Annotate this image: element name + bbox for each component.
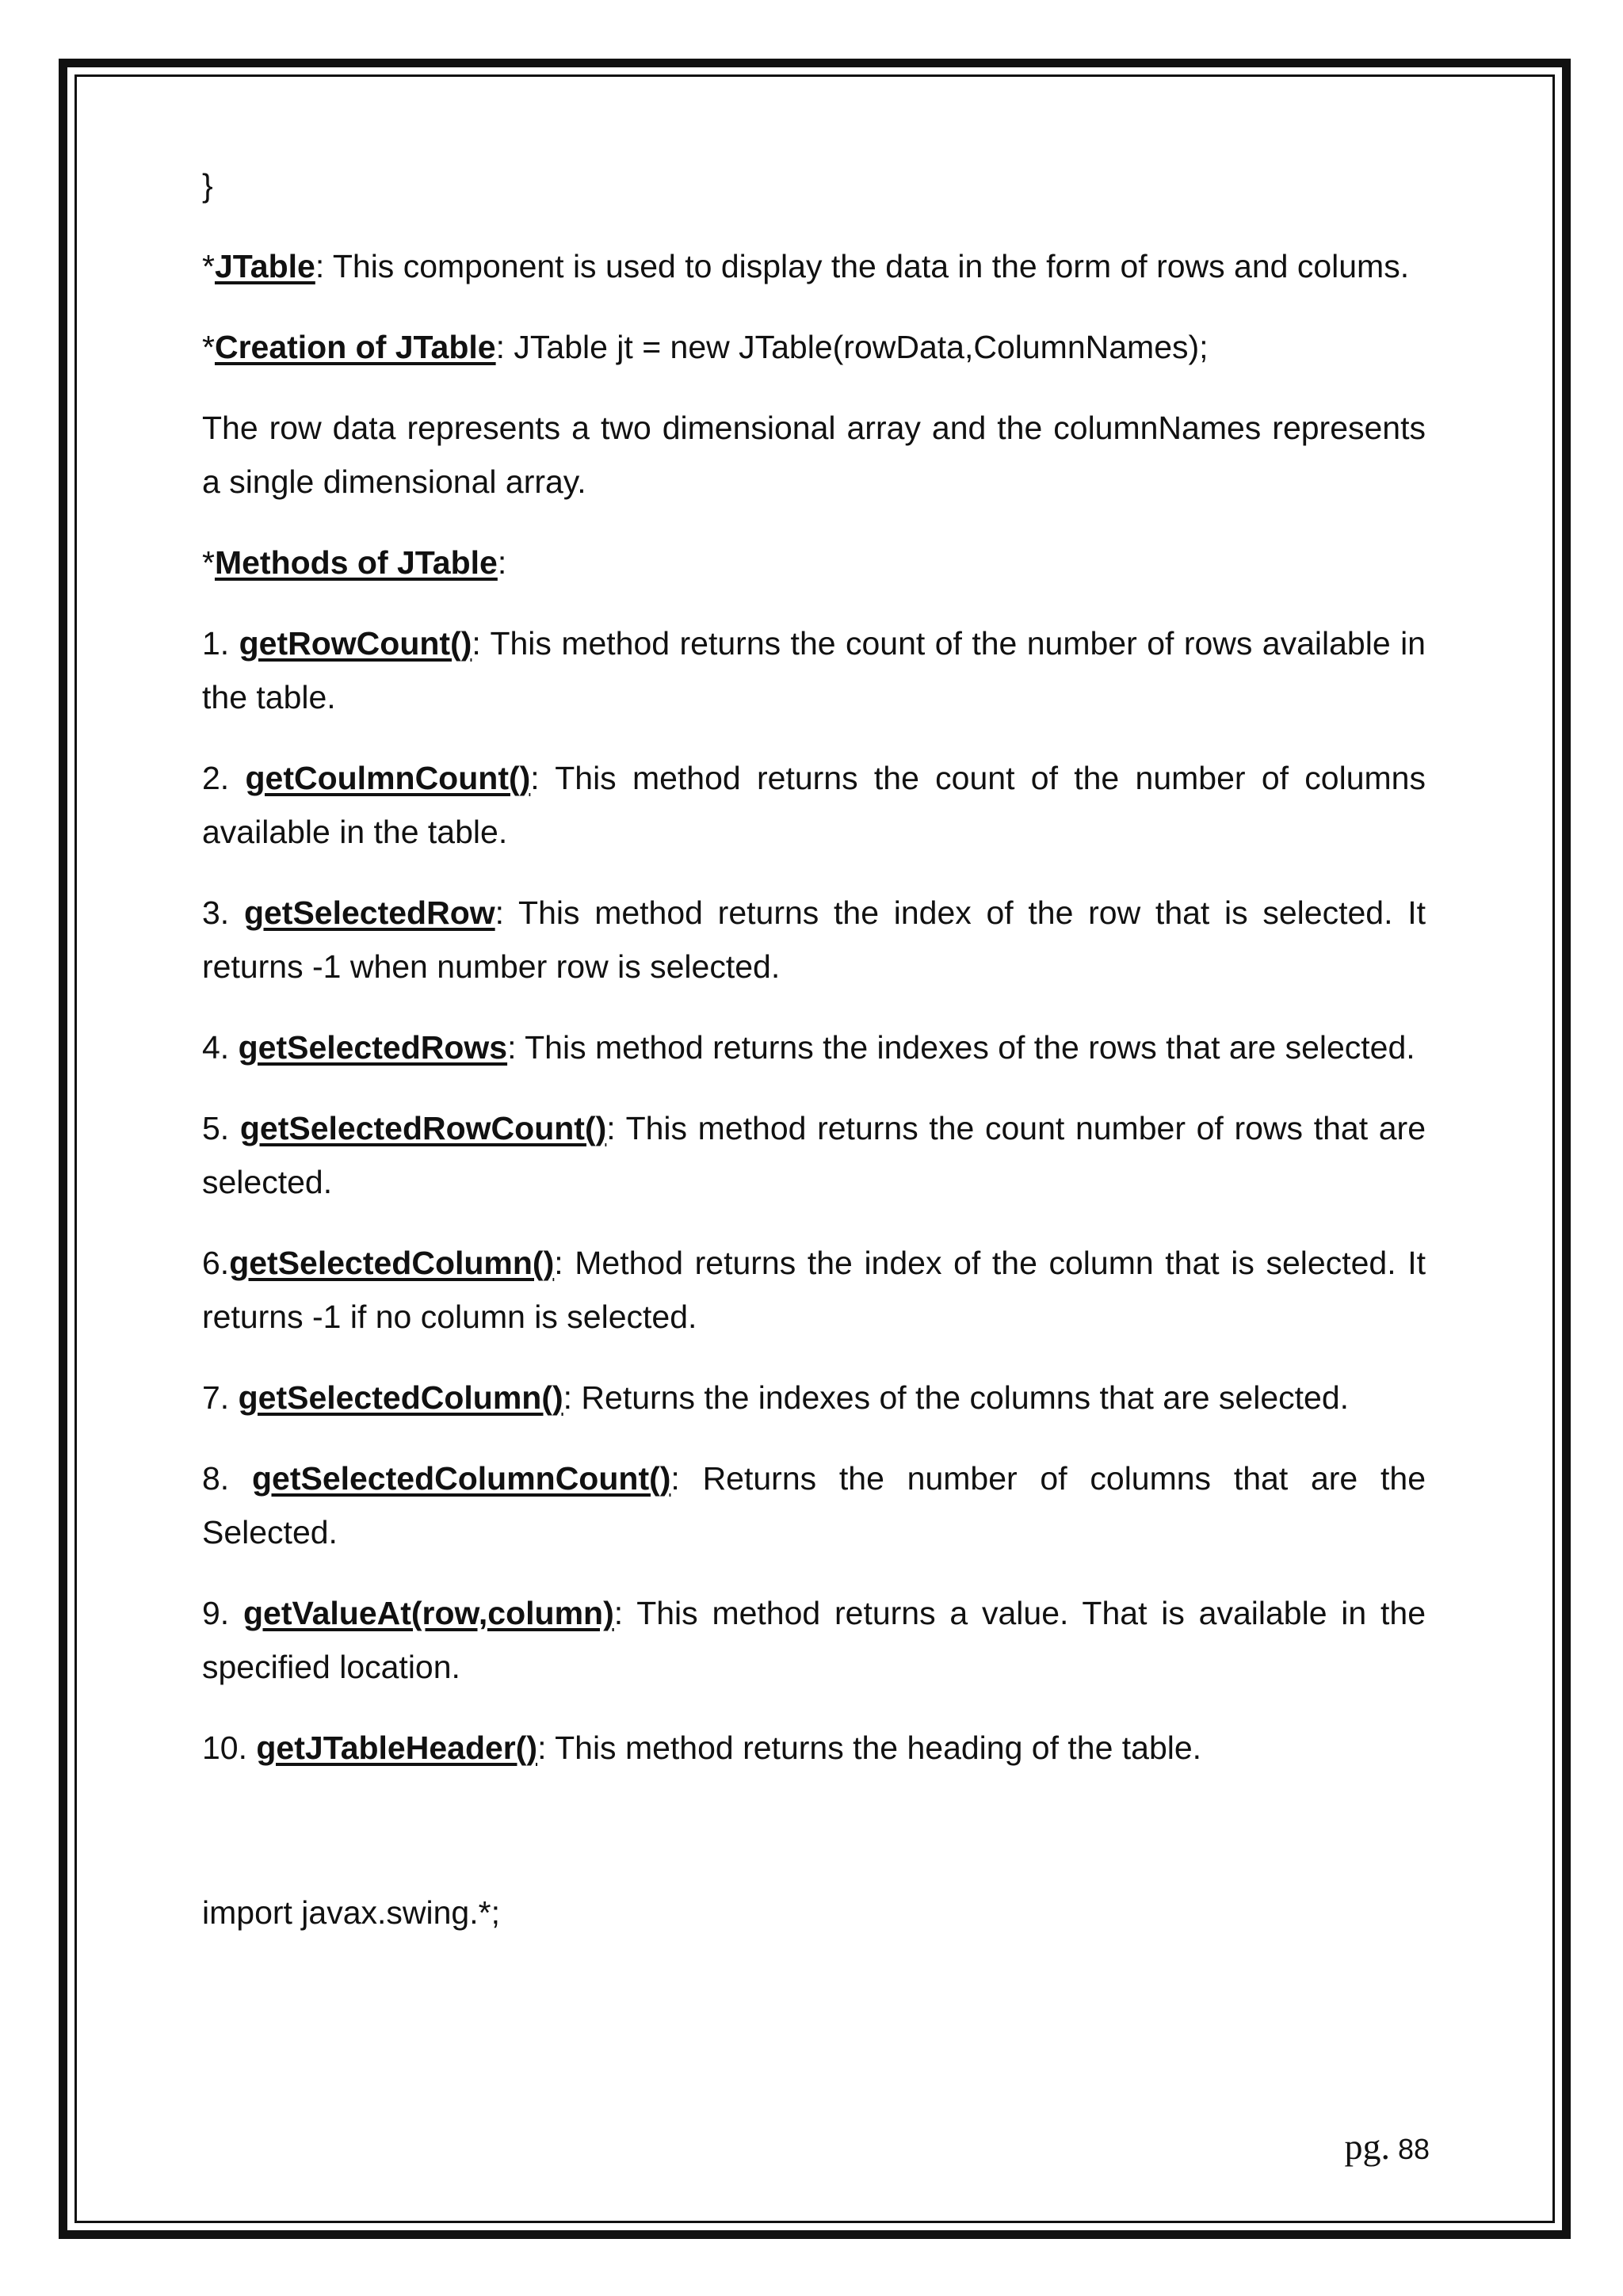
method-item-4	[202, 1020, 1426, 1074]
method-name: getSelectedRows	[238, 1029, 508, 1066]
method-number: 7.	[202, 1379, 239, 1416]
method-description: : This method returns the index of the row that is selected. It returns -1 when number row is selected.	[202, 894, 1426, 985]
method-item-5	[202, 1101, 1426, 1209]
row-data-description: The row data represents a two dimensional array and the columnNames represents a single dimensional array.	[202, 410, 1426, 500]
creation-of-jtable	[202, 320, 1426, 374]
method-description: : This method returns the heading of the table.	[537, 1730, 1202, 1766]
method-description: : Returns the indexes of the columns that are selected.	[563, 1379, 1350, 1416]
jtable-text: : This component is used to display the data in the form of rows and colums.	[315, 248, 1410, 284]
method-description: : This method returns the count of the number of columns available in the table.	[202, 760, 1426, 850]
method-description: : This method returns the count of the number of rows available in the table.	[202, 625, 1426, 715]
method-name: getRowCount()	[239, 625, 472, 662]
methods-term: Methods of JTable	[214, 544, 498, 581]
methods-heading	[202, 536, 1426, 589]
method-number: 10.	[202, 1730, 257, 1766]
method-number: 6.	[202, 1245, 230, 1281]
method-description: : This method returns the indexes of the rows that are selected.	[507, 1029, 1415, 1066]
import-statement: import javax.swing.*;	[202, 1894, 500, 1931]
page-number-value: 88	[1397, 2133, 1430, 2165]
creation-star: *	[202, 329, 215, 365]
method-number: 3.	[202, 894, 244, 931]
method-item-9	[202, 1586, 1426, 1694]
method-description: : Method returns the index of the column that is selected. It returns -1 if no column is selected.	[202, 1245, 1426, 1335]
methods-colon: :	[497, 544, 507, 581]
page-label: pg.	[1344, 2126, 1390, 2167]
method-name: getCoulmnCount()	[245, 760, 531, 796]
method-item-2	[202, 751, 1426, 859]
closing-brace: }	[202, 167, 213, 204]
method-number: 1.	[202, 625, 239, 662]
method-name: getSelectedColumnCount()	[251, 1460, 671, 1497]
method-item-8	[202, 1451, 1426, 1559]
creation-text: : JTable jt = new JTable(rowData,ColumnNames);	[495, 329, 1209, 365]
method-item-3	[202, 886, 1426, 994]
method-number: 5.	[202, 1110, 240, 1146]
page-number	[1344, 2123, 1430, 2173]
method-item-6	[202, 1236, 1426, 1344]
method-number: 9.	[202, 1595, 243, 1631]
method-number: 4.	[202, 1029, 239, 1066]
method-item-10	[202, 1721, 1426, 1775]
method-number: 2.	[202, 760, 246, 796]
method-name: getSelectedColumn()	[229, 1245, 555, 1281]
page-content	[202, 158, 1426, 1966]
method-description: : This method returns a value. That is available in the specified location.	[202, 1595, 1426, 1685]
method-item-7	[202, 1371, 1426, 1425]
jtable-term: JTable	[214, 248, 315, 284]
method-name: getSelectedColumn()	[238, 1379, 563, 1416]
method-number: 8.	[202, 1460, 252, 1497]
method-item-1	[202, 616, 1426, 724]
methods-star: *	[202, 544, 215, 581]
creation-term: Creation of JTable	[214, 329, 496, 365]
method-name: getSelectedRowCount()	[239, 1110, 607, 1146]
method-description: : This method returns the count number of rows that are selected.	[202, 1110, 1426, 1200]
method-name: getJTableHeader()	[256, 1730, 538, 1766]
method-name: getSelectedRow	[243, 894, 495, 931]
jtable-definition	[202, 239, 1426, 293]
method-name: getValueAt(row,column)	[243, 1595, 614, 1631]
jtable-star: *	[202, 248, 215, 284]
method-description: : Returns the number of columns that are the Selected.	[202, 1460, 1426, 1550]
